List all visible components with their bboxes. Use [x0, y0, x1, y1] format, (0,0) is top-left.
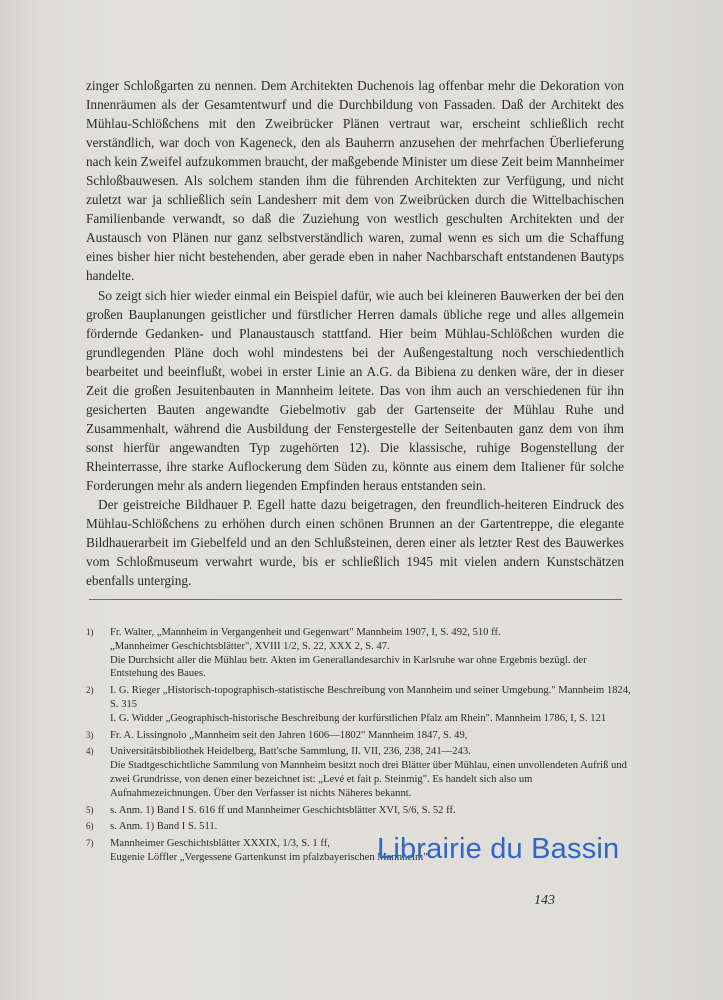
footnote-number: 2)	[86, 685, 94, 696]
main-text	[86, 76, 624, 590]
footnote-line: s. Anm. 1) Band I S. 511.	[110, 821, 218, 833]
footnote-line: I. G. Rieger „Historisch-topographisch-statistische Beschreibung von Mannheim und seiner Umgebung." Mannheim 1824, S. 315	[110, 685, 631, 710]
footnote-line: Die Stadtgeschichtliche Sammlung von Mannheim besitzt noch drei Blätter über Mühlau, einen unvollendeten Aufriß und zwei Grundrisse, von denen einer bezeichnet ist: „Levé et fait p. Steinmig". Es handelt sich also um Aufnahmezeichnungen. Über den Verfasser ist nichts Näheres bekannt.	[110, 760, 627, 799]
footnote-3	[86, 729, 631, 743]
footnote-line: „Mannheimer Geschichtsblätter", XVIII 1/2, S. 22, XXX 2, S. 47.	[110, 640, 390, 652]
footnote-line: Fr. Walter, „Mannheim in Vergangenheit und Gegenwart" Mannheim 1907, I, S. 492, 510 ff.	[110, 627, 501, 638]
footnote-2	[86, 684, 631, 725]
footnote-number: 6)	[86, 821, 94, 832]
footnote-5	[86, 804, 631, 818]
paragraph-1: zinger Schloßgarten zu nennen. Dem Architekten Duchenois lag offenbar mehr die Dekoration von Innenräumen als der Gesamtentwurf und die Durchbildung von Fassaden. Daß der Architekt des Mühlau-Schlößchens mit den Zweibrücker Plänen vertraut war, erscheint schließlich recht verständlich, war doch von Kageneck, den als Bauherrn anzusehen der mehrfachen Überlieferung nach kein Zweifel aufzukommen braucht, der maßgebende Minister um diese Zeit beim Mannheimer Schloßbauwesen. Als solchem standen ihm die führenden Architekten zur Verfügung, und nicht zuletzt war ja schließlich sein Landesherr mit dem von Zweibrücken durch die Wittelbachischen Familienbande verwandt, so daß die Zuziehung von westlich geschulten Architekten und der Austausch von Plänen nur ganz selbstverständlich waren, zumal wenn es sich um die Schaffung eines bisher hier nicht bestehenden, aber gerade eben in naher Nachbarschaft entstandenen Bautyps handelte.	[86, 78, 624, 284]
footnote-4	[86, 745, 631, 800]
footnote-line: Mannheimer Geschichtsblätter XXXIX, 1/3, S. 1 ff,	[110, 838, 330, 850]
footnotes	[86, 626, 631, 868]
footnote-number: 4)	[86, 746, 94, 757]
footnote-number: 7)	[86, 838, 94, 849]
footnote-line: Eugenie Löffler „Vergessene Gartenkunst im pfalzbayerischen Mannheim"	[110, 851, 428, 863]
footnote-number: 3)	[86, 729, 94, 740]
footnote-number: 1)	[86, 627, 94, 637]
footnote-line: Universitätsbibliothek Heidelberg, Batt'sche Sammlung, II. VII, 236, 238, 241—243.	[110, 746, 471, 758]
footnote-number: 5)	[86, 804, 94, 815]
footnote-line: I. G. Widder „Geographisch-historische Beschreibung der kurfürstlichen Pfalz am Rhein". Mannheim 1786, I, S. 121	[110, 712, 607, 724]
footnote-line: s. Anm. 1) Band I S. 616 ff und Mannheimer Geschichtsblätter XVI, 5/6, S. 52 ff.	[110, 804, 456, 816]
paragraph-3: Der geistreiche Bildhauer P. Egell hatte dazu beigetragen, den freundlich-heiteren Eindruck des Mühlau-Schlößchens zu erhöhen durch einen schönen Brunnen an der Gartentreppe, die elegante Bildhauerarbeit im Giebelfeld und an den Schlußsteinen, deren einer als letzter Rest des Bauwerkes vom Schloßmuseum verwahrt wurde, bis er schließlich 1945 mit vielen andern Kunstschätzen ebenfalls unterging.	[86, 497, 624, 589]
footnote-divider	[89, 599, 622, 600]
footnote-1	[86, 626, 631, 681]
paragraph-2: So zeigt sich hier wieder einmal ein Beispiel dafür, wie auch bei kleineren Bauwerken der bei den großen Bauplanungen geistlicher und fürstlicher Herren damals übliche rege und alles allgemein fördernde Gedanken- und Planaustausch stattfand. Hier beim Mühlau-Schlößchen wurden die grundlegenden Pläne doch wohl mindestens bei der Außengestaltung noch verschiedentlich bearbeitet und beeinflußt, wobei in erster Linie an A.G. da Bibiena zu denken wäre, der in dieser Zeit die großen Jesuitenbauten in Mannheim leitete. Das von ihm auch an verschiedenen für ihn gesicherten Bauten angewandte Giebelmotiv gab der Gartenseite der Mühlau Ruhe und Zusammenhalt, während die Ausbildung der Fenstergestelle der Seitenbauten ganz dem von ihm sonst hierfür angewandten Typ zugehörten 12). Die klassische, ruhige Bogenstellung der Rheinterrasse, ihre starke Auflockerung dem Süden zu, könnte aus einem dem Italiener für solche Forderungen mehr als andern liegenden Empfinden heraus entstanden sein.	[86, 287, 624, 493]
footnote-line: Fr. A. Lissingnolo „Mannheim seit den Jahren 1606—1802" Mannheim 1847, S. 49,	[110, 729, 468, 741]
seller-watermark: Librairie du Bassin	[377, 833, 620, 865]
page-number: 143	[534, 893, 555, 908]
footnote-line: Die Durchsicht aller die Mühlau betr. Akten im Generallandesarchiv in Karlsruhe war ohne Ergebnis bezügl. der Entstehung des Baues.	[110, 654, 587, 680]
